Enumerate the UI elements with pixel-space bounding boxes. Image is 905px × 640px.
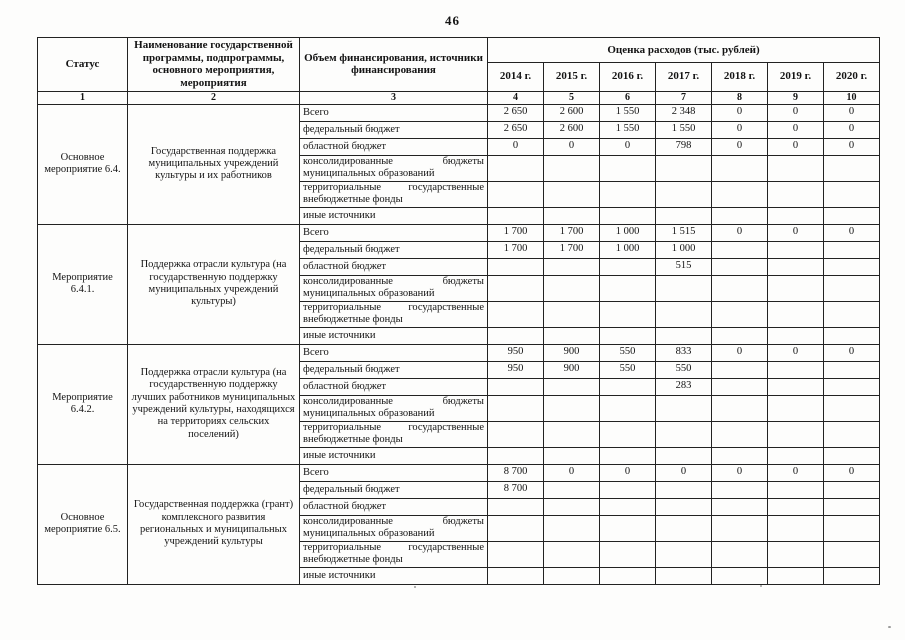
value-cell: 550 [600,344,656,361]
value-cell: 2 348 [656,104,712,121]
funding-source-cell: Всего [300,104,488,121]
value-cell: 2 650 [488,121,544,138]
value-cell: 0 [712,121,768,138]
funding-source-cell: иные источники [300,447,488,464]
funding-source-cell: областной бюджет [300,138,488,155]
page-number: 46 [445,13,460,28]
value-cell: 0 [824,224,880,241]
value-cell: 0 [824,121,880,138]
value-cell [656,515,712,541]
value-cell [544,275,600,301]
value-cell [656,541,712,567]
table-row [38,464,880,481]
header-year-2020: 2020 г. [824,62,880,91]
value-cell [488,567,544,584]
value-cell [544,155,600,181]
value-cell [824,181,880,207]
funding-source-cell: областной бюджет [300,378,488,395]
column-number: 2 [128,91,300,104]
value-cell [824,207,880,224]
value-cell [656,567,712,584]
value-cell [824,395,880,421]
value-cell [712,181,768,207]
value-cell: 833 [656,344,712,361]
value-cell [488,327,544,344]
column-number: 10 [824,91,880,104]
header-status: Статус [38,38,128,92]
value-cell [824,258,880,275]
value-cell [712,498,768,515]
value-cell [824,275,880,301]
value-cell [712,241,768,258]
scan-noise-speck [888,626,891,628]
column-number: 4 [488,91,544,104]
value-cell [544,301,600,327]
value-cell: 1 550 [656,121,712,138]
value-cell [544,541,600,567]
funding-source-cell: областной бюджет [300,498,488,515]
column-number: 6 [600,91,656,104]
funding-source-cell: областной бюджет [300,258,488,275]
value-cell: 8 700 [488,464,544,481]
value-cell [488,207,544,224]
column-number: 1 [38,91,128,104]
value-cell [712,155,768,181]
value-cell: 950 [488,344,544,361]
value-cell [600,421,656,447]
value-cell [600,395,656,421]
funding-source-cell: иные источники [300,327,488,344]
value-cell [824,327,880,344]
funding-source-cell: консолидированные бюджеты муниципальных образований [300,515,488,541]
value-cell [544,181,600,207]
value-cell [544,498,600,515]
value-cell: 1 550 [600,104,656,121]
funding-source-cell: федеральный бюджет [300,481,488,498]
value-cell [824,301,880,327]
value-cell: 0 [824,464,880,481]
value-cell: 2 600 [544,121,600,138]
value-cell: 1 700 [544,241,600,258]
status-cell: Основное мероприятие 6.4. [38,104,128,224]
status-cell: Мероприятие 6.4.1. [38,224,128,344]
program-name-cell: Поддержка отрасли культура (на государственную поддержку лучших работников муниципальных учреждений культуры, находящихся на территориях сельских поселений) [128,344,300,464]
value-cell [600,258,656,275]
value-cell: 1 000 [600,241,656,258]
value-cell [824,541,880,567]
value-cell [712,541,768,567]
value-cell [824,421,880,447]
funding-source-cell: территориальные государственные внебюджетные фонды [300,181,488,207]
column-number: 5 [544,91,600,104]
header-financing: Объем финансирования, источники финансирования [300,38,488,92]
value-cell: 900 [544,344,600,361]
value-cell [600,301,656,327]
value-cell [488,447,544,464]
value-cell: 0 [712,464,768,481]
value-cell [656,421,712,447]
value-cell: 0 [768,104,824,121]
funding-source-cell: иные источники [300,207,488,224]
value-cell [656,481,712,498]
value-cell: 0 [656,464,712,481]
value-cell [712,207,768,224]
value-cell: 0 [544,138,600,155]
value-cell [712,275,768,301]
value-cell [600,275,656,301]
program-name-cell: Государственная поддержка муниципальных учреждений культуры и их работников [128,104,300,224]
value-cell [768,447,824,464]
value-cell [824,567,880,584]
header-year-2018: 2018 г. [712,62,768,91]
header-expenses: Оценка расходов (тыс. рублей) [488,38,880,63]
funding-source-cell: консолидированные бюджеты муниципальных образований [300,395,488,421]
value-cell [712,481,768,498]
value-cell [656,207,712,224]
value-cell: 0 [768,138,824,155]
value-cell [768,181,824,207]
value-cell [600,181,656,207]
value-cell [824,361,880,378]
value-cell [544,258,600,275]
value-cell [656,275,712,301]
value-cell: 550 [600,361,656,378]
value-cell: 0 [712,138,768,155]
value-cell [488,498,544,515]
column-number: 7 [656,91,712,104]
header-row-top [38,38,880,63]
value-cell [600,378,656,395]
value-cell [824,498,880,515]
header-year-2019: 2019 г. [768,62,824,91]
value-cell: 8 700 [488,481,544,498]
value-cell [768,301,824,327]
value-cell: 1 550 [600,121,656,138]
value-cell: 1 700 [488,224,544,241]
funding-source-cell: консолидированные бюджеты муниципальных образований [300,155,488,181]
value-cell [656,155,712,181]
value-cell [768,378,824,395]
program-name-cell: Поддержка отрасли культура (на государственную поддержку муниципальных учреждений культуры) [128,224,300,344]
financing-table [37,37,880,585]
value-cell [544,481,600,498]
funding-source-cell: Всего [300,464,488,481]
header-program-name: Наименование государственной программы, подпрограммы, основного мероприятия, мероприятия [128,38,300,92]
value-cell: 0 [712,104,768,121]
header-year-2014: 2014 г. [488,62,544,91]
funding-source-cell: Всего [300,344,488,361]
table-row [38,104,880,121]
value-cell [712,327,768,344]
value-cell [712,447,768,464]
value-cell [600,567,656,584]
header-year-2016: 2016 г. [600,62,656,91]
value-cell [488,421,544,447]
value-cell [824,155,880,181]
value-cell: 0 [768,224,824,241]
value-cell [488,181,544,207]
value-cell: 1 000 [656,241,712,258]
value-cell [488,378,544,395]
value-cell [712,567,768,584]
value-cell [712,361,768,378]
value-cell [824,515,880,541]
value-cell [768,481,824,498]
value-cell [768,275,824,301]
value-cell [712,258,768,275]
funding-source-cell: территориальные государственные внебюджетные фонды [300,301,488,327]
value-cell [600,327,656,344]
status-cell: Основное мероприятие 6.5. [38,464,128,584]
value-cell [488,258,544,275]
column-number: 8 [712,91,768,104]
value-cell [824,241,880,258]
header-row-column-numbers [38,91,880,104]
value-cell [488,395,544,421]
value-cell: 0 [768,464,824,481]
table-row [38,344,880,361]
value-cell [600,447,656,464]
value-cell [544,567,600,584]
value-cell [768,541,824,567]
value-cell [544,327,600,344]
value-cell [768,207,824,224]
value-cell [768,361,824,378]
value-cell [768,155,824,181]
value-cell: 2 650 [488,104,544,121]
value-cell [488,301,544,327]
value-cell [824,447,880,464]
value-cell [712,395,768,421]
value-cell [768,395,824,421]
value-cell: 550 [656,361,712,378]
value-cell [544,378,600,395]
funding-source-cell: иные источники [300,567,488,584]
value-cell [712,378,768,395]
value-cell: 0 [712,344,768,361]
value-cell: 0 [712,224,768,241]
value-cell: 0 [824,104,880,121]
value-cell [768,327,824,344]
value-cell [488,155,544,181]
value-cell [544,395,600,421]
value-cell [768,241,824,258]
value-cell: 2 600 [544,104,600,121]
value-cell [600,541,656,567]
value-cell: 0 [544,464,600,481]
value-cell: 0 [824,138,880,155]
value-cell: 0 [768,344,824,361]
value-cell: 798 [656,138,712,155]
value-cell: 1 515 [656,224,712,241]
value-cell [544,421,600,447]
funding-source-cell: федеральный бюджет [300,361,488,378]
value-cell: 1 700 [544,224,600,241]
column-number: 3 [300,91,488,104]
value-cell: 0 [600,464,656,481]
value-cell [824,481,880,498]
value-cell [768,421,824,447]
value-cell [824,378,880,395]
value-cell [712,421,768,447]
header-year-2015: 2015 г. [544,62,600,91]
program-name-cell: Государственная поддержка (грант) комплексного развития региональных и муниципальных учреждений культуры [128,464,300,584]
value-cell [488,515,544,541]
scan-noise-speck [414,586,416,588]
value-cell [544,515,600,541]
value-cell [488,275,544,301]
value-cell [712,515,768,541]
value-cell: 283 [656,378,712,395]
value-cell: 900 [544,361,600,378]
value-cell [768,498,824,515]
scan-noise-speck [760,585,762,587]
value-cell: 0 [600,138,656,155]
value-cell: 515 [656,258,712,275]
value-cell [600,498,656,515]
status-cell: Мероприятие 6.4.2. [38,344,128,464]
value-cell [712,301,768,327]
value-cell [488,541,544,567]
value-cell [656,395,712,421]
table-row [38,224,880,241]
value-cell [656,447,712,464]
value-cell [600,155,656,181]
value-cell [768,515,824,541]
value-cell [600,515,656,541]
header-year-2017: 2017 г. [656,62,712,91]
value-cell [768,567,824,584]
value-cell [600,207,656,224]
funding-source-cell: федеральный бюджет [300,121,488,138]
funding-source-cell: федеральный бюджет [300,241,488,258]
funding-source-cell: Всего [300,224,488,241]
funding-source-cell: территориальные государственные внебюджетные фонды [300,541,488,567]
value-cell: 0 [488,138,544,155]
value-cell [544,447,600,464]
value-cell: 1 700 [488,241,544,258]
value-cell [656,498,712,515]
value-cell [656,181,712,207]
value-cell: 0 [768,121,824,138]
column-number: 9 [768,91,824,104]
value-cell [656,327,712,344]
value-cell: 0 [824,344,880,361]
funding-source-cell: территориальные государственные внебюджетные фонды [300,421,488,447]
value-cell: 950 [488,361,544,378]
value-cell [768,258,824,275]
funding-source-cell: консолидированные бюджеты муниципальных образований [300,275,488,301]
value-cell: 1 000 [600,224,656,241]
value-cell [544,207,600,224]
value-cell [656,301,712,327]
value-cell [600,481,656,498]
